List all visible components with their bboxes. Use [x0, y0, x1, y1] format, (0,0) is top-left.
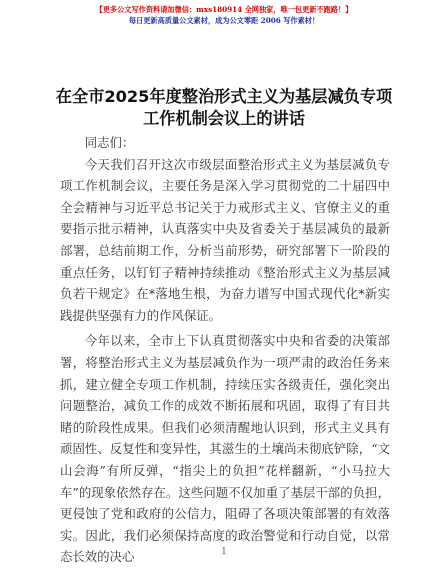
title-line-2: 工作机制会议上的讲话: [143, 109, 305, 128]
paragraph-2: 今年以来，全市上下认真贯彻落实中央和省委的决策部署，将整治形式主义为基层减负作为一项严肃的政治任务来抓，建立健全专项工作机制，持续压实各级责任，强化突出问题整治，减负工作的成效不断拓展和巩固，取得了有目共睹的阶段性成果。但我们必须清醒地认识到，形式主义具有顽固性、反复性和变异性，其滋生的土壤尚未彻底铲除，“文山会海”有所反弹，“指尖上的负担”花样翻新，“小马拉大车”的现象依然存在。这些问题不仅加重了基层干部的负担，更侵蚀了党和政府的公信力，阻碍了各项决策部署的有效落实。因此，我们必须保持高度的政治警觉和行动自觉，以常态长效的决心: [60, 333, 390, 565]
document-body: [60, 132, 390, 568]
document-title: [0, 86, 448, 130]
page-number: 1: [221, 547, 227, 557]
banner-line-promo: 【更多公文写作资料请加微信：mxs180914 全网独家，唯一包更新不跑路！】: [95, 5, 353, 14]
title-line-1: 在全市2025年度整治形式主义为基层减负专项: [55, 87, 393, 106]
banner-line-subtitle: 每日更新高质量公文素材，成为公文零距 2006 写作素材！: [128, 16, 320, 25]
paragraph-1: 今天我们召开这次市级层面整治形式主义为基层减负专项工作机制会议，主要任务是深入学习贯彻党的二十届四中全会精神与习近平总书记关于力戒形式主义、官僚主义的重要指示批示精神，认真落实中央及省委关于基层减负的最新部署，总结前期工作，分析当前形势，研究部署下一阶段的重点任务，以钉钉子精神持续推动《整治形式主义为基层减负若干规定》在*落地生根，为奋力谱写中国式现代化*新实践提供坚强有力的作风保证。: [60, 156, 390, 323]
header-banner: [0, 4, 448, 26]
salutation: 同志们：: [84, 135, 135, 150]
